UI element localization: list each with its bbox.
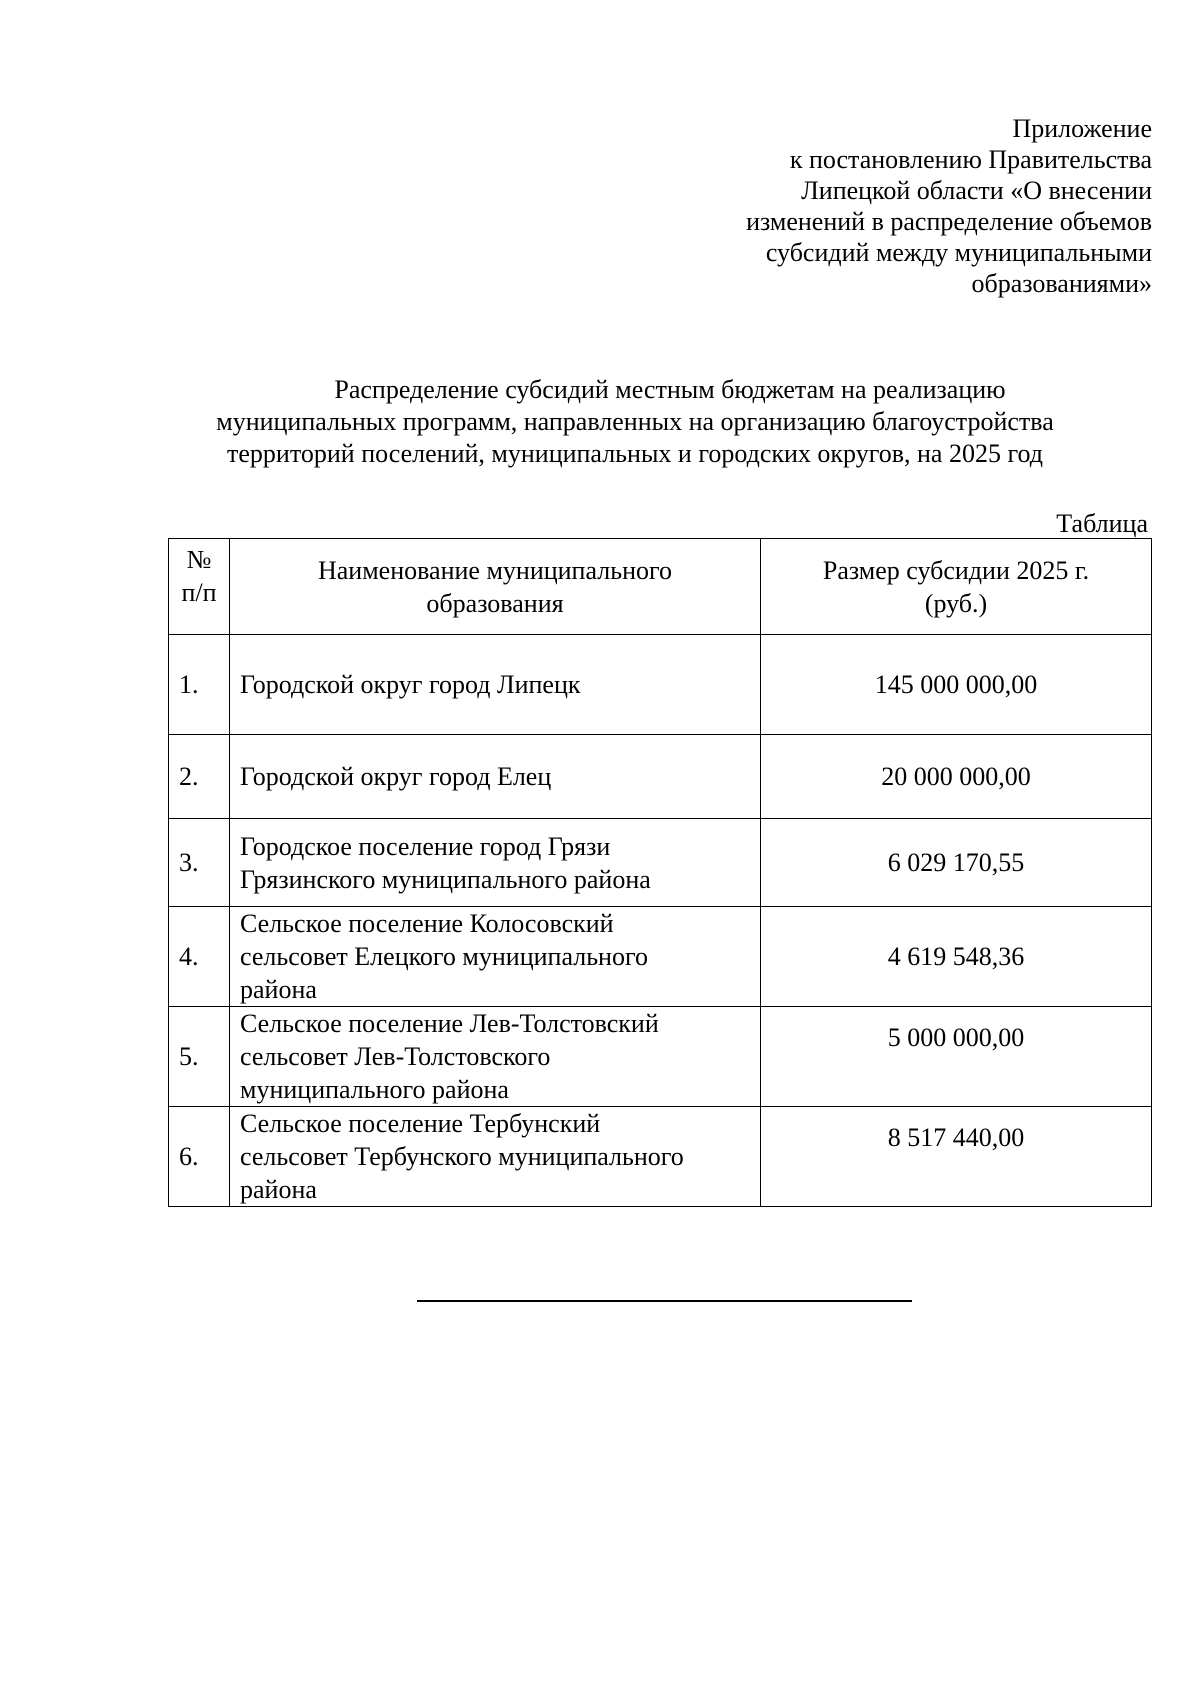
- appendix-line: Приложение: [1012, 114, 1152, 143]
- row-amount: 5 000 000,00: [761, 1007, 1152, 1107]
- row-name-line: Городское поселение город Грязи: [240, 831, 611, 861]
- row-amount: 4 619 548,36: [761, 907, 1152, 1007]
- row-amount: 6 029 170,55: [761, 819, 1152, 907]
- appendix-block: [632, 113, 1152, 299]
- row-number: 1.: [169, 635, 230, 735]
- row-number: 3.: [169, 819, 230, 907]
- row-name: [230, 635, 761, 735]
- row-name: [230, 735, 761, 819]
- row-name-line: Грязинского муниципального района: [240, 864, 651, 894]
- row-name-line: сельсовет Тербунского муниципального: [240, 1142, 684, 1171]
- header-amount-line: Размер субсидии 2025 г.: [822, 555, 1090, 585]
- appendix-line: Липецкой области «О внесении: [801, 176, 1152, 205]
- table-caption: Таблица: [1056, 509, 1148, 538]
- header-number-line: №: [186, 545, 212, 574]
- appendix-line: образованиями»: [971, 269, 1152, 298]
- table-header-row: [169, 539, 1152, 635]
- row-number: 2.: [169, 735, 230, 819]
- appendix-line: субсидий между муниципальными: [765, 238, 1152, 267]
- row-name: [230, 907, 761, 1007]
- table-row: [169, 635, 1152, 735]
- row-name-line: Сельское поселение Лев-Толстовский: [240, 1009, 659, 1038]
- header-amount: [761, 539, 1152, 635]
- row-name-line: Городской округ город Липецк: [240, 670, 581, 699]
- row-amount: 145 000 000,00: [761, 635, 1152, 735]
- row-number: 5.: [169, 1007, 230, 1107]
- table-row: [169, 735, 1152, 819]
- row-name-line: Сельское поселение Колосовский: [240, 909, 614, 938]
- table-row: [169, 1107, 1152, 1207]
- table-row: [169, 907, 1152, 1007]
- table-row: [169, 1007, 1152, 1107]
- title-line: территорий поселений, муниципальных и городских округов, на 2025 год: [227, 439, 1043, 468]
- header-name-line: Наименование муниципального: [317, 555, 673, 585]
- row-name: [230, 1107, 761, 1207]
- row-name-line: района: [240, 1175, 317, 1204]
- subsidy-table: [168, 538, 1152, 1207]
- row-name-line: сельсовет Елецкого муниципального: [240, 942, 648, 971]
- header-amount-line: (руб.): [924, 588, 988, 618]
- row-name-line: района: [240, 975, 317, 1004]
- row-name: [230, 819, 761, 907]
- header-number: [169, 539, 230, 635]
- row-number: 4.: [169, 907, 230, 1007]
- title-line: Распределение субсидий местным бюджетам на реализацию: [334, 375, 1006, 404]
- appendix-line: к постановлению Правительства: [789, 145, 1152, 174]
- row-name: [230, 1007, 761, 1107]
- row-amount: 8 517 440,00: [761, 1107, 1152, 1207]
- row-name-line: сельсовет Лев-Толстовского: [240, 1042, 551, 1071]
- row-name-line: муниципального района: [240, 1075, 509, 1104]
- row-amount: 20 000 000,00: [761, 735, 1152, 819]
- header-name-line: образования: [426, 588, 564, 618]
- header-name: [230, 539, 761, 635]
- document-title: [150, 374, 1120, 470]
- row-name-line: Городской округ город Елец: [240, 762, 552, 791]
- row-number: 6.: [169, 1107, 230, 1207]
- title-line: муниципальных программ, направленных на организацию благоустройства: [216, 407, 1054, 436]
- end-divider: [417, 1300, 912, 1302]
- table-row: [169, 819, 1152, 907]
- header-number-line: п/п: [181, 578, 217, 607]
- row-name-line: Сельское поселение Тербунский: [240, 1109, 601, 1138]
- appendix-line: изменений в распределение объемов: [746, 207, 1152, 236]
